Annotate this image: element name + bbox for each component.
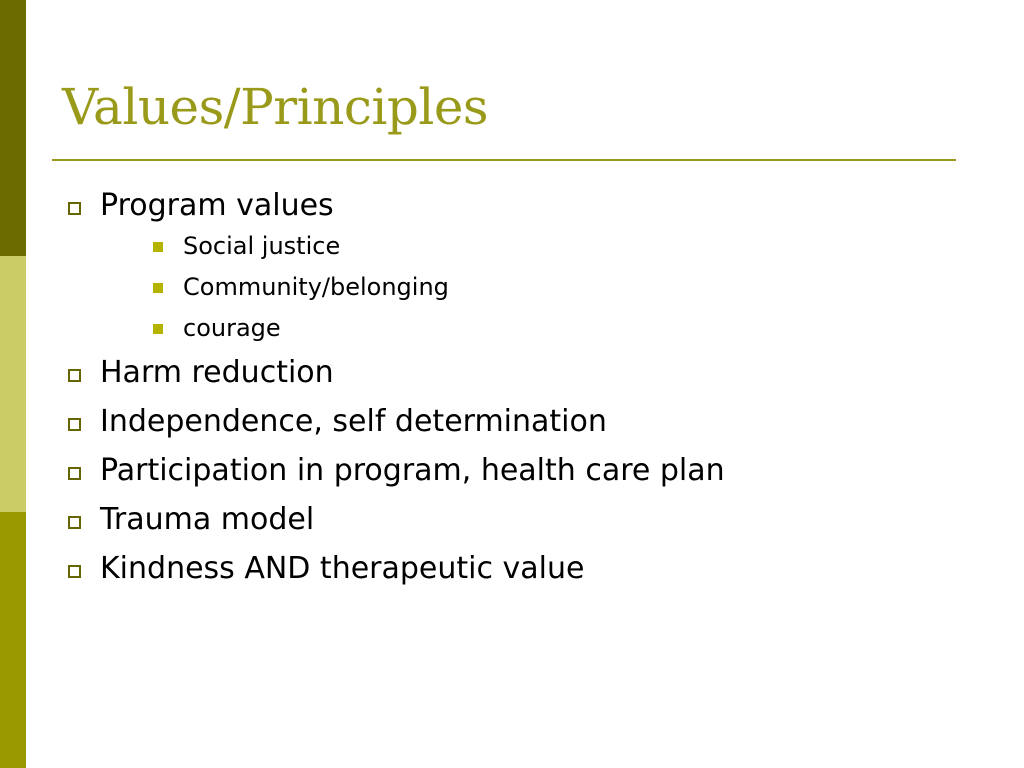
bullet-item [62, 402, 725, 442]
sub-bullet-text: Social justice [183, 232, 341, 260]
sub-bullet-item [100, 271, 725, 303]
bullet-item [62, 500, 725, 540]
bullet-item [62, 353, 725, 393]
sub-bullet-text: courage [183, 314, 281, 342]
side-bar-bottom-segment [0, 512, 26, 768]
bullet-text: Program values [100, 188, 334, 223]
hollow-square-bullet-icon [68, 369, 81, 382]
bullet-item [62, 549, 725, 589]
sub-bullet-item [100, 312, 725, 344]
side-bar-middle-segment [0, 256, 26, 512]
sub-bullet-item [100, 230, 725, 262]
bullet-text: Kindness AND therapeutic value [100, 551, 585, 586]
sub-bullet-list [100, 230, 725, 344]
hollow-square-bullet-icon [68, 467, 81, 480]
title-underline [52, 159, 956, 161]
hollow-square-bullet-icon [68, 202, 81, 215]
sub-bullet-text: Community/belonging [183, 273, 449, 301]
bullet-text: Participation in program, health care plan [100, 453, 725, 488]
filled-square-bullet-icon [153, 242, 163, 252]
slide-title: Values/Principles [62, 78, 489, 136]
filled-square-bullet-icon [153, 324, 163, 334]
side-decor-bar [0, 0, 26, 768]
bullet-item [62, 451, 725, 491]
bullet-text: Trauma model [100, 502, 315, 537]
hollow-square-bullet-icon [68, 516, 81, 529]
filled-square-bullet-icon [153, 283, 163, 293]
bullet-text: Harm reduction [100, 355, 334, 390]
bullet-item [62, 186, 725, 344]
hollow-square-bullet-icon [68, 565, 81, 578]
side-bar-top-segment [0, 0, 26, 256]
hollow-square-bullet-icon [68, 418, 81, 431]
bullet-text: Independence, self determination [100, 404, 607, 439]
bullet-list [62, 186, 725, 598]
